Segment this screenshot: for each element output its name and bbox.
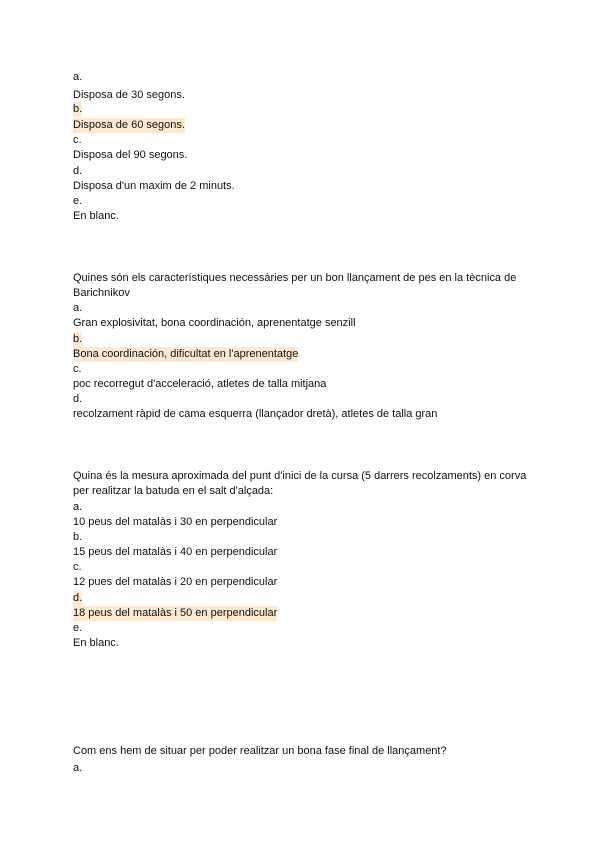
q3-option-c-text: 12 pues del matalàs i 20 en perpendicular [73,576,278,588]
q1-option-e-letter: e. [73,195,83,207]
q1-option-c-letter: c. [73,134,82,146]
q2-option-a-letter: a. [73,302,83,314]
q3-option-d-letter: d. [73,592,83,604]
q2-question-line-1: Quines són els característiques necessàries per un bon llançament de pes en la tècnica de [73,272,517,284]
q4-question-line-1: Com ens hem de situar per poder realitzar un bona fase final de llançament? [73,745,447,757]
q2-option-c-text: poc recorregut d'acceleració, atletes de talla mitjana [73,378,327,390]
q2-option-a-text: Gran explosivitat, bona coordinación, aprenentatge senzill [73,317,356,329]
q3-option-c-letter: c. [73,561,82,573]
q2-option-b-text: Bona coordinación, dificultat en l'aprenentatge [73,348,299,360]
q4-option-a-letter: a. [73,762,83,774]
q2-option-d-letter: d. [73,393,83,405]
q2-question-line-2: Barichnikov [73,287,130,299]
q3-option-a-letter: a. [73,501,83,513]
q1-option-a-letter: a. [73,71,83,83]
q3-option-a-text: 10 peus del matalàs i 30 en perpendicular [73,516,278,528]
q1-option-b-text: Disposa de 60 segons. [73,119,185,131]
q3-question-line-2: per realitzar la batuda en el salt d'alçada: [73,485,274,497]
q3-question-line-1: Quina és la mesura aproximada del punt d'inici de la cursa (5 darrers recolzaments) en corva [73,470,527,482]
q2-option-c-letter: c. [73,363,82,375]
q2-option-b-letter: b. [73,333,83,345]
q3-option-b-letter: b. [73,531,83,543]
q1-option-b-letter: b. [73,103,83,115]
q1-option-c-text: Disposa del 90 segons. [73,149,188,161]
q3-option-e-text: En blanc. [73,637,119,649]
q1-option-d-letter: d. [73,165,83,177]
q3-option-e-letter: e. [73,622,83,634]
q3-option-b-text: 15 peus del matalàs i 40 en perpendicular [73,546,278,558]
q1-option-d-text: Disposa d'un maxim de 2 minuts. [73,180,235,192]
q2-option-d-text: recolzament ràpid de cama esquerra (llançador dretà), atletes de talla gran [73,408,438,420]
q1-option-a-text: Disposa de 30 segons. [73,89,185,101]
q1-option-e-text: En blanc. [73,210,119,222]
q3-option-d-text: 18 peus del matalàs i 50 en perpendicular [73,607,278,619]
